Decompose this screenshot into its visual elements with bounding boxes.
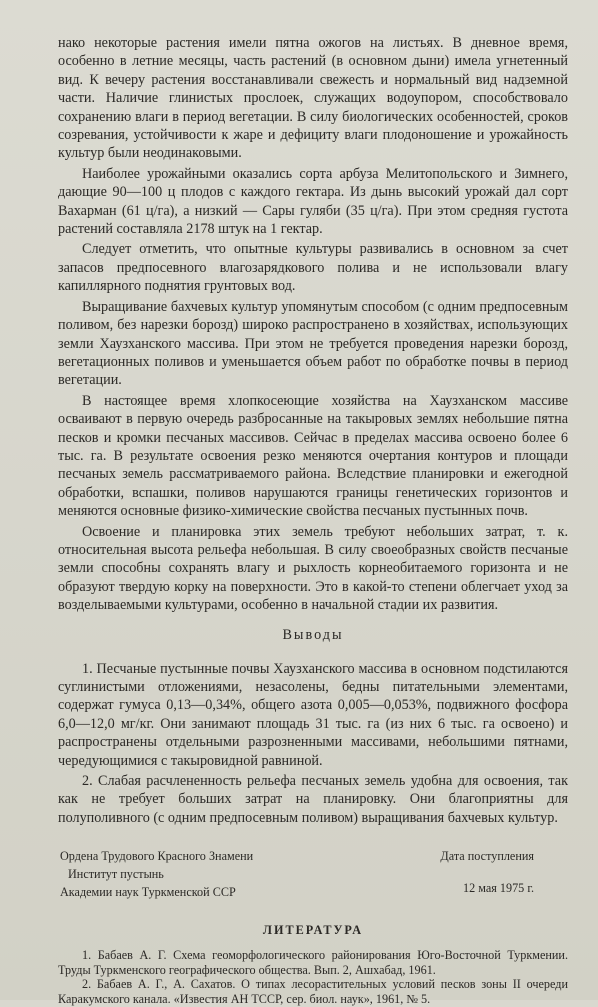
references-list: [58, 948, 568, 1006]
paragraph: Освоение и планировка этих земель требуют небольших затрат, т. к. относительная высота рельефа небольшая. В силу своеобразных свойств песчаные земли способны сохранять влагу и рыхлость корнеобитаемого горизонта и не образуют твердую корку на поверхности. Это в какой-то степени облегчает уход за возделываемыми культурами, особенно в начальной стадии их развития.: [58, 523, 568, 614]
reference-item: 1. Бабаев А. Г. Схема геоморфологического районирования Юго-Восточной Туркмении. Труды Туркменского географического общества. Вып. 2, Ашхабад, 1961.: [58, 948, 568, 977]
received-date-block: [440, 847, 568, 901]
institution-line: Академии наук Туркменской ССР: [60, 885, 236, 900]
institution: [58, 847, 253, 901]
body-text: [58, 34, 568, 615]
affiliation-block: [58, 847, 568, 901]
institution-line: Институт пустынь: [68, 867, 164, 882]
conclusions-list: [58, 660, 568, 828]
reference-item: 2. Бабаев А. Г., А. Сахатов. О типах лесорастительных условий песков зоны II очереди Каракумского канала. «Известия АН ТССР, сер. биол. наук», 1961, № 5.: [58, 977, 568, 1007]
paragraph: нако некоторые растения имели пятна ожогов на листьях. В дневное время, особенно в летние месяцы, часть растений (в основном дыни) имела угнетенный вид. К вечеру растения восстанавливали свежесть и нормальный вид надземной части. Наличие глинистых прослоек, служащих водоупором, способствовало сохранению влаги в период вегетации. В силу биологических особенностей, сроков созревания, устойчивости к жаре и дефициту влаги плодоношение и урожайность культур были неодинаковыми.: [58, 35, 568, 162]
conclusions-heading: Выводы: [282, 626, 344, 643]
paragraph: В настоящее время хлопкосеющие хозяйства на Хаузханском массиве осваивают в первую очередь разбросанные на такыровых землях небольшие пятна песков и кромки песчаных массивов. Сейчас в пределах массива освоено более 6 тыс. га. В результате освоения резко меняются очертания контуров и площади песчаных земель рассматриваемого района. Вследствие планировки и ежегодной обработки, вспашки, поливов нарушаются границы генетических горизонтов и меняются основные физико-химические свойства песчаных пустынных почв.: [58, 392, 568, 520]
conclusion-item: 2. Слабая расчлененность рельефа песчаных земель удобна для освоения, так как не требует больших затрат на планировку. Они благоприятны для полуполивного (с одним предпосевным поливом) выращивания бахчевых культур.: [58, 773, 568, 826]
institution-line: Ордена Трудового Красного Знамени: [60, 849, 254, 864]
received-label: Дата поступления: [440, 849, 534, 864]
paragraph: Следует отметить, что опытные культуры развивались в основном за счет запасов предпосевного влагозарядкового полива и не использовали влагу капиллярного поднятия грунтовых вод.: [58, 241, 568, 295]
paragraph: Наиболее урожайными оказались сорта арбуза Мелитопольского и Зимнего, дающие 90—100 ц плодов с каждого гектара. Из дынь высокий урожай дал сорт Вахарман (61 ц/га), а низкий — Сары гуляби (35 ц/га). При этом средняя густота растений составляла 2178 штук на 1 гектар.: [58, 165, 568, 238]
conclusion-item: 1. Песчаные пустынные почвы Хаузханского массива в основном подстилаются суглинистыми отложениями, незасолены, бедны питательными элементами, содержат гумуса 0,13—0,34%, общего азота 0,005—0,053%, подвижного фосфора 6,0—12,0 мг/кг. Они занимают площадь 31 тыс. га (из них 6 тыс. га освоено) и распространены отдельными разрозненными массивами, небольшими пятнами, чередующимися с такыровидной равниной.: [58, 660, 568, 769]
literature-heading: ЛИТЕРАТУРА: [262, 923, 364, 938]
paragraph: Выращивание бахчевых культур упомянутым способом (с одним предпосевным поливом, без нарезки борозд) широко распространено в хозяйствах, использующих земли Хаузханского массива. При этом не требуется проведения нарезки борозд, вегетационных поливов и уменьшается объем работ по обработке почвы в период вегетации.: [58, 298, 568, 389]
received-date: 12 мая 1975 г.: [462, 881, 534, 896]
